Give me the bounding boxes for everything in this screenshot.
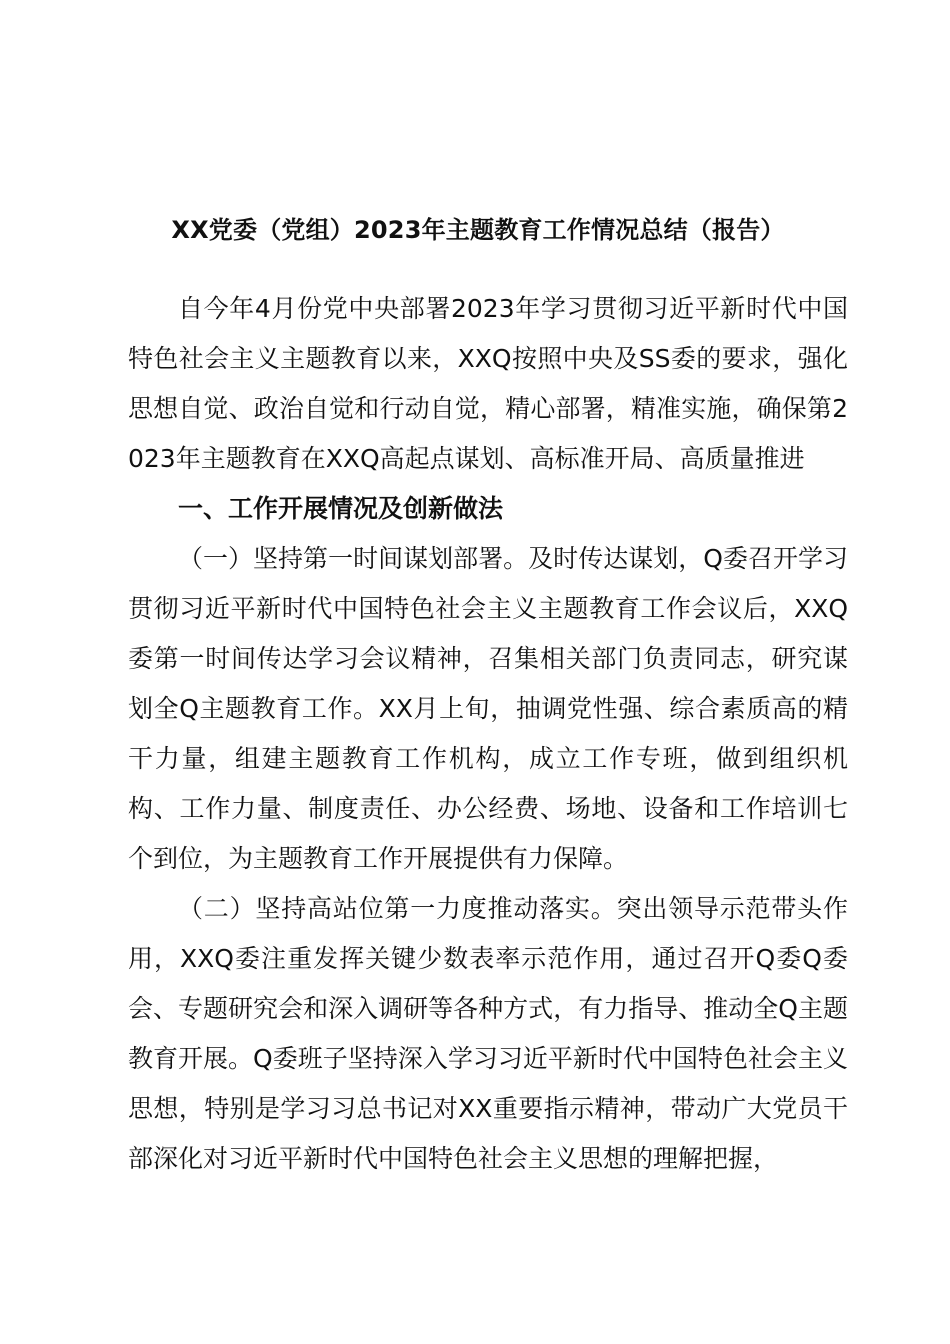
paragraph-two: （二）坚持高站位第一力度推动落实。突出领导示范带头作用，XXQ委注重发挥关键少数表率示范作用，通过召开Q委Q委会、专题研究会和深入调研等各种方式，有力指导、推动全Q主题教育开展。Q委班子坚持深入学习习近平新时代中国特色社会主义思想，特别是学习习总书记对XX重要指示精神，带动广大党员干部深化对习近平新时代中国特色社会主义思想的理解把握， <box>128 894 848 1173</box>
intro-paragraph: 自今年4月份党中央部署2023年学习贯彻习近平新时代中国特色社会主义主题教育以来，XXQ按照中央及SS委的要求，强化思想自觉、政治自觉和行动自觉，精心部署，精准实施，确保第2023年主题教育在XXQ高起点谋划、高标准开局、高质量推进 <box>128 294 848 473</box>
document-title: XX党委（党组）2023年主题教育工作情况总结（报告） <box>171 216 785 244</box>
paragraph-one: （一）坚持第一时间谋划部署。及时传达谋划，Q委召开学习贯彻习近平新时代中国特色社会主义主题教育工作会议后，XXQ委第一时间传达学习会议精神，召集相关部门负责同志，研究谋划全Q主题教育工作。XX月上旬，抽调党性强、综合素质高的精干力量，组建主题教育工作机构，成立工作专班，做到组织机构、工作力量、制度责任、办公经费、场地、设备和工作培训七个到位，为主题教育工作开展提供有力保障。 <box>128 544 848 873</box>
section-heading: 一、工作开展情况及创新做法 <box>178 494 504 523</box>
